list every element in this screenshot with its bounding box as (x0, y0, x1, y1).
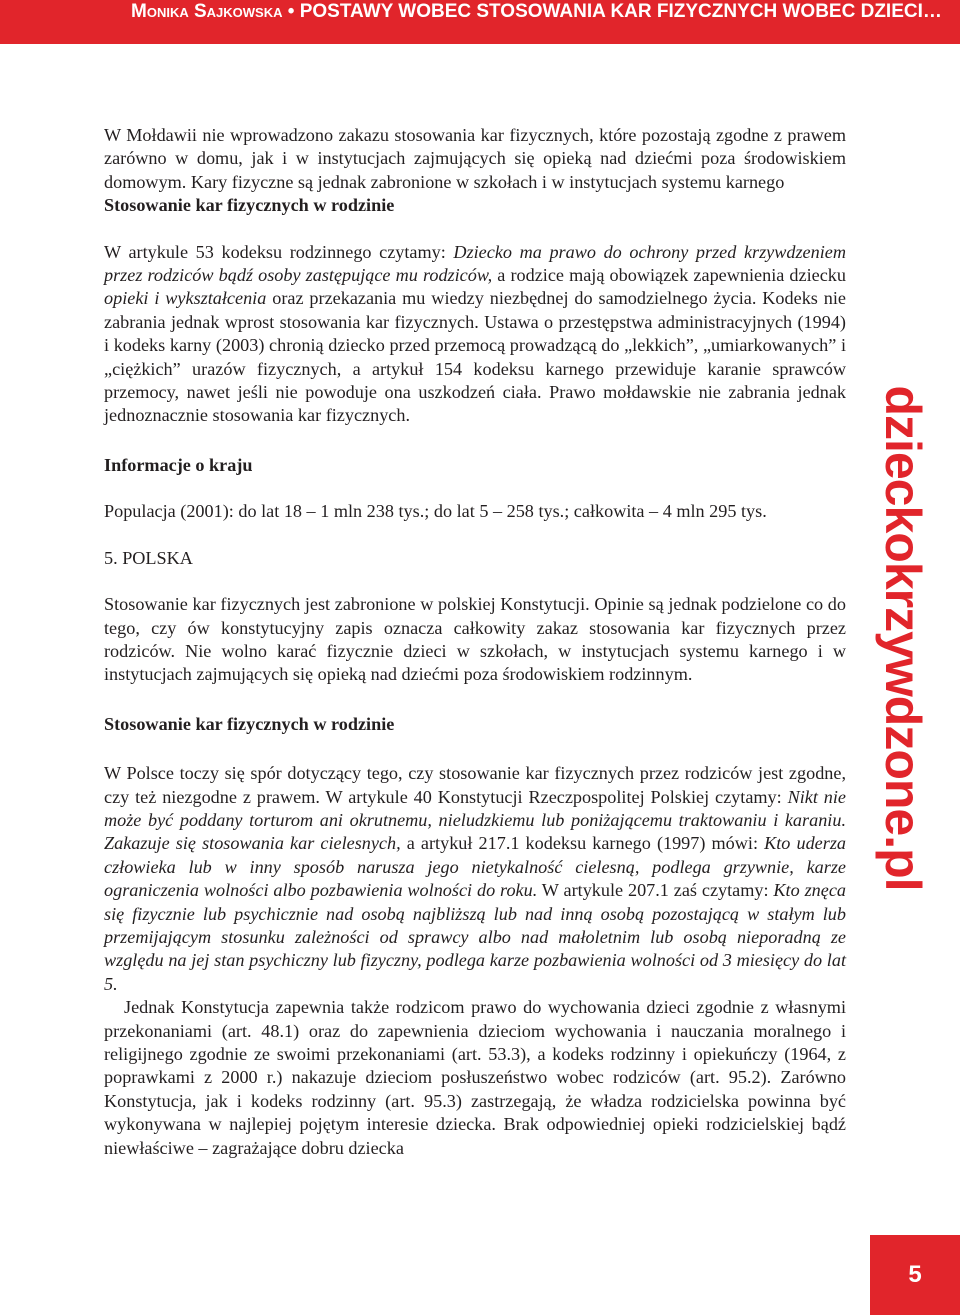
header-bullet: • (287, 1, 295, 22)
paragraph-population: Populacja (2001): do lat 18 – 1 mln 238 tys.; do lat 5 – 258 tys.; całkowita – 4 mln 295 tys. (104, 501, 767, 522)
page-number: 5 (870, 1235, 960, 1315)
header-title: POSTAWY WOBEC STOSOWANIA KAR FIZYCZNYCH WOBEC DZIECI… (299, 1, 942, 22)
running-header-text (131, 0, 942, 24)
paragraph-poland-law: W Polsce toczy się spór dotyczący tego, czy stosowanie kar fizycznych przez rodziców jest zgodne, czy też niezgodne z prawem. W artykule 40 Konstytucji Rzeczpospolitej Polskiej czytamy: Nikt nie może być poddany torturom ani okrutnemu, nieludzkiemu lub poniżającemu traktowaniu i karaniu. Zakazuje się stosowania kar cielesnych, a artykuł 217.1 kodeksu karnego (1997) mówi: Kto uderza człowieka lub w inny sposób narusza jego nietykalność cielesną, podlega grzywnie, karze ograniczenia wolności albo pozbawienia wolności do roku. W artykule 207.1 zaś czytamy: Kto znęca się fizycznie lub psychicznie nad osobą najbliższą lub nad inną osobą pozostającą w stałym lub przemijającym stosunku zależności od sprawcy albo nad małoletnim lub osobą nieporadną ze względu na jej stan psychiczny lub fizyczny, podlega karze pozbawienia wolności od 3 miesięcy do lat 5. (104, 763, 846, 994)
section-heading-country-info: Informacje o kraju (104, 454, 253, 475)
side-watermark (873, 385, 933, 891)
header-author: Monika Sajkowska (131, 1, 283, 22)
paragraph-poland-intro: Stosowanie kar fizycznych jest zabronione w polskiej Konstytucji. Opinie są jednak podzielone co do tego, czy ów konstytucyjny zapis oznacza całkowity zakaz stosowania kar fizycznych przez rodziców. Nie wolno karać fizycznie dzieci w szkołach, w instytucjach systemu karnego i w instytucjach zajmujących się opieką nad dziećmi poza środowiskiem rodzinnym. (104, 594, 846, 685)
paragraph-moldova-intro: W Mołdawii nie wprowadzono zakazu stosowania kar fizycznych, które pozostają zgodne z prawem zarówno w domu, jak i w instytucjach zajmujących się opieką nad dziećmi poza środowiskiem domowym. Kary fizyczne są jednak zabronione w szkołach i w instytucjach systemu karnego (104, 125, 846, 192)
paragraph-moldova-family-code: W artykule 53 kodeksu rodzinnego czytamy: Dziecko ma prawo do ochrony przed krzywdzeniem przez rodziców bądź osoby zastępujące mu rodziców, a rodzice mają obowiązek zapewnienia dziecku opieki i wykształcenia oraz przekazania mu wiedzy niezbędnej do samodzielnego życia. Kodeks nie zabrania jednak wprost stosowania kar fizycznych. Ustawa o przestępstwa administracyjnych (1994) i kodeks karny (2003) chronią dziecko przed przemocą prowadzącą do „lekkich”, „umiarkowanych” i „ciężkich” urazów fizycznych, a artykuł 154 kodeksu karnego przewiduje karanie sprawców przemocy, nawet jeśli nie powoduje ona uszkodzeń ciała. Prawo mołdawskie nie zabrania jednak jednoznacznie stosowania kar fizycznych. (104, 241, 846, 426)
paragraph-poland-constitution: Jednak Konstytucja zapewnia także rodzicom prawo do wychowania dzieci zgodnie z własnymi przekonaniami (art. 48.1) oraz do zapewnienia dzieciom wychowania i nauczania moralnego i religijnego zgodnie ze swoimi przekonaniami (art. 53.3), a kodeks rodzinny i opiekuńczy (1964, z poprawkami z 2000 r.) nakazuje dzieciom posłuszeństwo wobec rodziców (art. 95.2). Zarówno Konstytucja, jak i kodeks rodzinny (art. 95.3) zastrzegają, że władza rodzicielska powinna być wykonywana w najlepiej pojętym interesie dziecka. Brak odpowiedniej opieki rodzicielskiej bądź niewłaściwe – zagrażające dobru dziecka (104, 997, 846, 1158)
watermark-text: dzieckokrzywdzone.pl (875, 385, 931, 891)
section-heading-family-moldova: Stosowanie kar fizycznych w rodzinie (104, 195, 395, 216)
section-heading-poland: 5. POLSKA (104, 547, 193, 568)
section-heading-family-poland: Stosowanie kar fizycznych w rodzinie (104, 713, 395, 734)
running-header (0, 0, 960, 44)
page-body (104, 124, 846, 1160)
